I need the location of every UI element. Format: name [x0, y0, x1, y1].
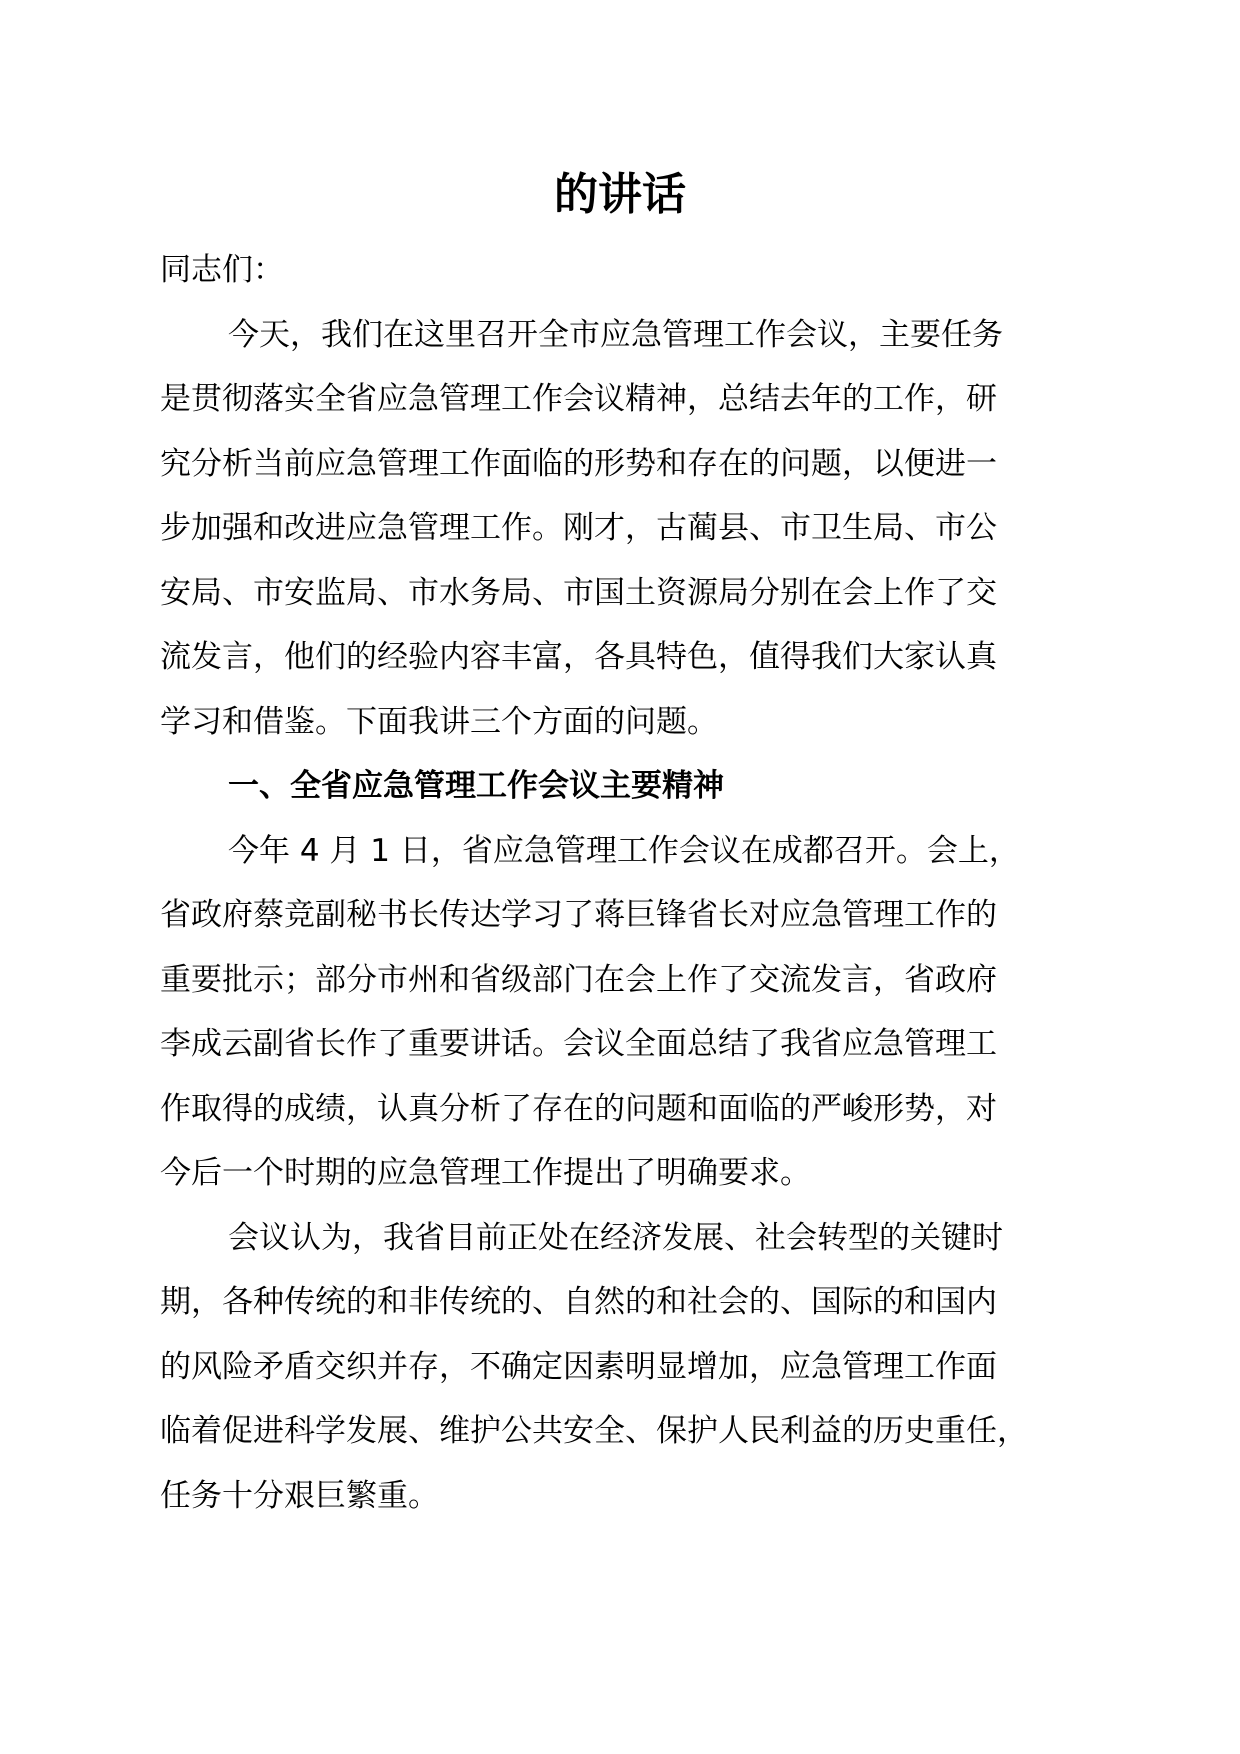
- paragraph-line: 李成云副省长作了重要讲话。会议全面总结了我省应急管理工: [160, 1026, 997, 1062]
- paragraph-line: 重要批示；部分市州和省级部门在会上作了交流发言，省政府: [160, 961, 997, 998]
- salutation-line: 同志们：: [160, 252, 284, 288]
- paragraph-line: 临着促进科学发展、维护公共安全、保护人民利益的历史重任，: [160, 1413, 1028, 1449]
- paragraph-line: 省政府蔡竞副秘书长传达学习了蒋巨锋省长对应急管理工作的: [160, 897, 997, 933]
- paragraph-line: 究分析当前应急管理工作面临的形势和存在的问题，以便进一: [160, 445, 997, 482]
- paragraph-line: 流发言，他们的经验内容丰富，各具特色，值得我们大家认真: [160, 639, 997, 675]
- paragraph-line: 是贯彻落实全省应急管理工作会议精神，总结去年的工作，研: [160, 381, 997, 417]
- section-heading: 一、全省应急管理工作会议主要精神: [228, 768, 724, 804]
- paragraph-line: 步加强和改进应急管理工作。刚才，古蔺县、市卫生局、市公: [160, 510, 997, 546]
- document-body: [160, 238, 1120, 1528]
- paragraph-line: 今年 4 月 1 日，省应急管理工作会议在成都召开。会上，: [228, 832, 1020, 869]
- paragraph-line: 安局、市安监局、市水务局、市国土资源局分别在会上作了交: [160, 574, 997, 611]
- paragraph-line: 的风险矛盾交织并存，不确定因素明显增加，应急管理工作面: [160, 1348, 997, 1385]
- paragraph-line: 期，各种传统的和非传统的、自然的和社会的、国际的和国内: [160, 1284, 997, 1320]
- paragraph-line: 作取得的成绩，认真分析了存在的问题和面临的严峻形势，对: [160, 1090, 997, 1127]
- paragraph-line: 任务十分艰巨繁重。: [160, 1477, 439, 1514]
- document-title: 的讲话: [554, 169, 686, 220]
- paragraph-line: 会议认为，我省目前正处在经济发展、社会转型的关键时: [228, 1219, 1003, 1256]
- paragraph-line: 学习和借鉴。下面我讲三个方面的问题。: [160, 703, 718, 740]
- paragraph-line: 今后一个时期的应急管理工作提出了明确要求。: [160, 1155, 811, 1191]
- paragraph-line: 今天，我们在这里召开全市应急管理工作会议，主要任务: [228, 316, 1003, 353]
